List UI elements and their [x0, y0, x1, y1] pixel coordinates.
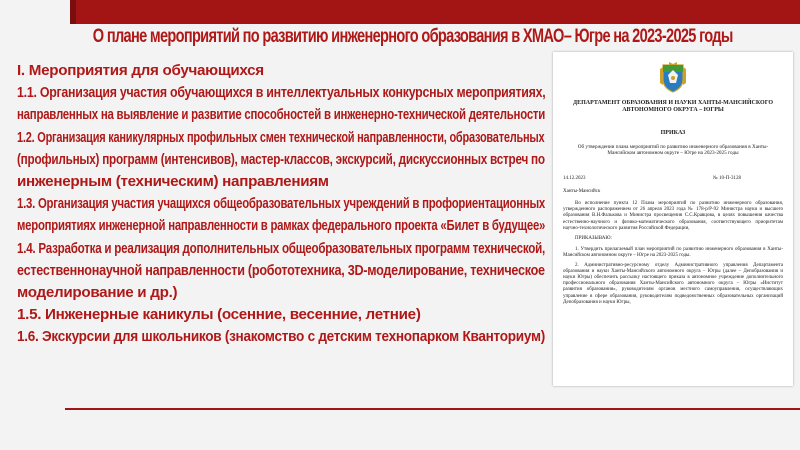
document-body	[563, 201, 783, 309]
document-subject: Об утверждении плана мероприятий по развитию инженерного образования в Ханты-Мансийском автономном округе – Югре на 2023-2025 годы	[577, 144, 769, 157]
top-bar-edge	[70, 0, 76, 24]
item-1-2-line-1: 1.2. Организация каникулярных профильных смен технической направленности, образовательных	[17, 128, 545, 146]
slide-content	[17, 60, 545, 349]
item-1-4-line-2: естественнонаучной направленности (робототехника, 3D-моделирование, техническое	[17, 261, 545, 279]
document-paragraph-2: 1. Утвердить прилагаемый план мероприятий по развитию инженерного образования в Ханты-Мансийском автономном округе – Югре на 2023-2025 годы.	[563, 247, 783, 259]
coat-of-arms-icon	[659, 61, 687, 93]
item-1-4-line-1: 1.4. Разработка и реализация дополнительных общеобразовательных программ технической,	[17, 239, 546, 257]
document-paragraph-1: Во исполнение пункта 12 Плана мероприятий по развитию инженерного образования, утвержденного распоряжением от 26 апреля 2023 года № 178-р/Р-92 Министра науки и высшего образования В.Н.Фалькова и Министра просвещения С.С.Кравцова, в целях повышения качества естественно-научного и физико-математического образования, соответствующего приоритетам научно-технологического развития Российской Федерации,	[563, 201, 783, 231]
bottom-divider	[65, 408, 800, 410]
item-1-2-line-2: (профильных) программ (интенсивов), мастер-классов, экскурсий, дискуссионных встреч по	[17, 150, 545, 168]
item-1-4-line-3: моделирование и др.)	[17, 284, 178, 302]
item-1-1-line-1: 1.1. Организация участия обучающихся в интеллектуальных конкурсных мероприятиях,	[17, 84, 546, 102]
document-number: № 10-П-3128	[713, 176, 741, 181]
item-1-2-line-3: инженерным (техническим) направлениям	[17, 173, 329, 191]
item-1-3-line-2: мероприятиях инженерной направленности в рамках федерального проекта «Билет в будущее»	[17, 217, 546, 235]
document-paragraph-3: 2. Административно-ресурсному отделу Административного управления Департамента образования и науки Ханты-Мансийского автономного округа – Югры (далее – Депобразования и науки Югры) обеспечить рассылку настоящего приказа в автономное учреждение дополнительного профессионального образования Ханты-Мансийского автономного округа – Югры «Институт развития образования», руководителям органов местного самоуправления, осуществляющих управление в сфере образования, руководителям подведомственных образовательных организаций Депобразования и науки Югры,	[563, 262, 783, 305]
top-decorative-bar	[70, 0, 800, 24]
order-document-image	[553, 52, 793, 386]
document-order-statement: ПРИКАЗЫВАЮ:	[575, 236, 612, 242]
item-1-1-line-2: направленных на выявление и развитие способностей в инженерно-технической деятельности	[17, 106, 546, 124]
item-1-3-line-1: 1.3. Организация участия учащихся общеобразовательных учреждений в профориентационных	[17, 195, 546, 213]
document-city: Ханты-Мансийск	[563, 189, 601, 194]
document-order-word: ПРИКАЗ	[660, 130, 686, 136]
slide-title: О плане мероприятий по развитию инженерного образования в ХМАО– Югре на 2023-2025 годы	[92, 26, 733, 47]
section-heading: I. Мероприятия для обучающихся	[17, 62, 264, 79]
item-1-5: 1.5. Инженерные каникулы (осенние, весенние, летние)	[17, 306, 421, 324]
item-1-6: 1.6. Экскурсии для школьников (знакомство с детским технопарком Кванториум)	[17, 328, 545, 346]
document-date: 14.12.2023	[563, 176, 586, 181]
document-department: ДЕПАРТАМЕНТ ОБРАЗОВАНИЯ И НАУКИ ХАНТЫ-МАНСИЙСКОГО АВТОНОМНОГО ОКРУГА – ЮГРЫ	[572, 100, 774, 113]
